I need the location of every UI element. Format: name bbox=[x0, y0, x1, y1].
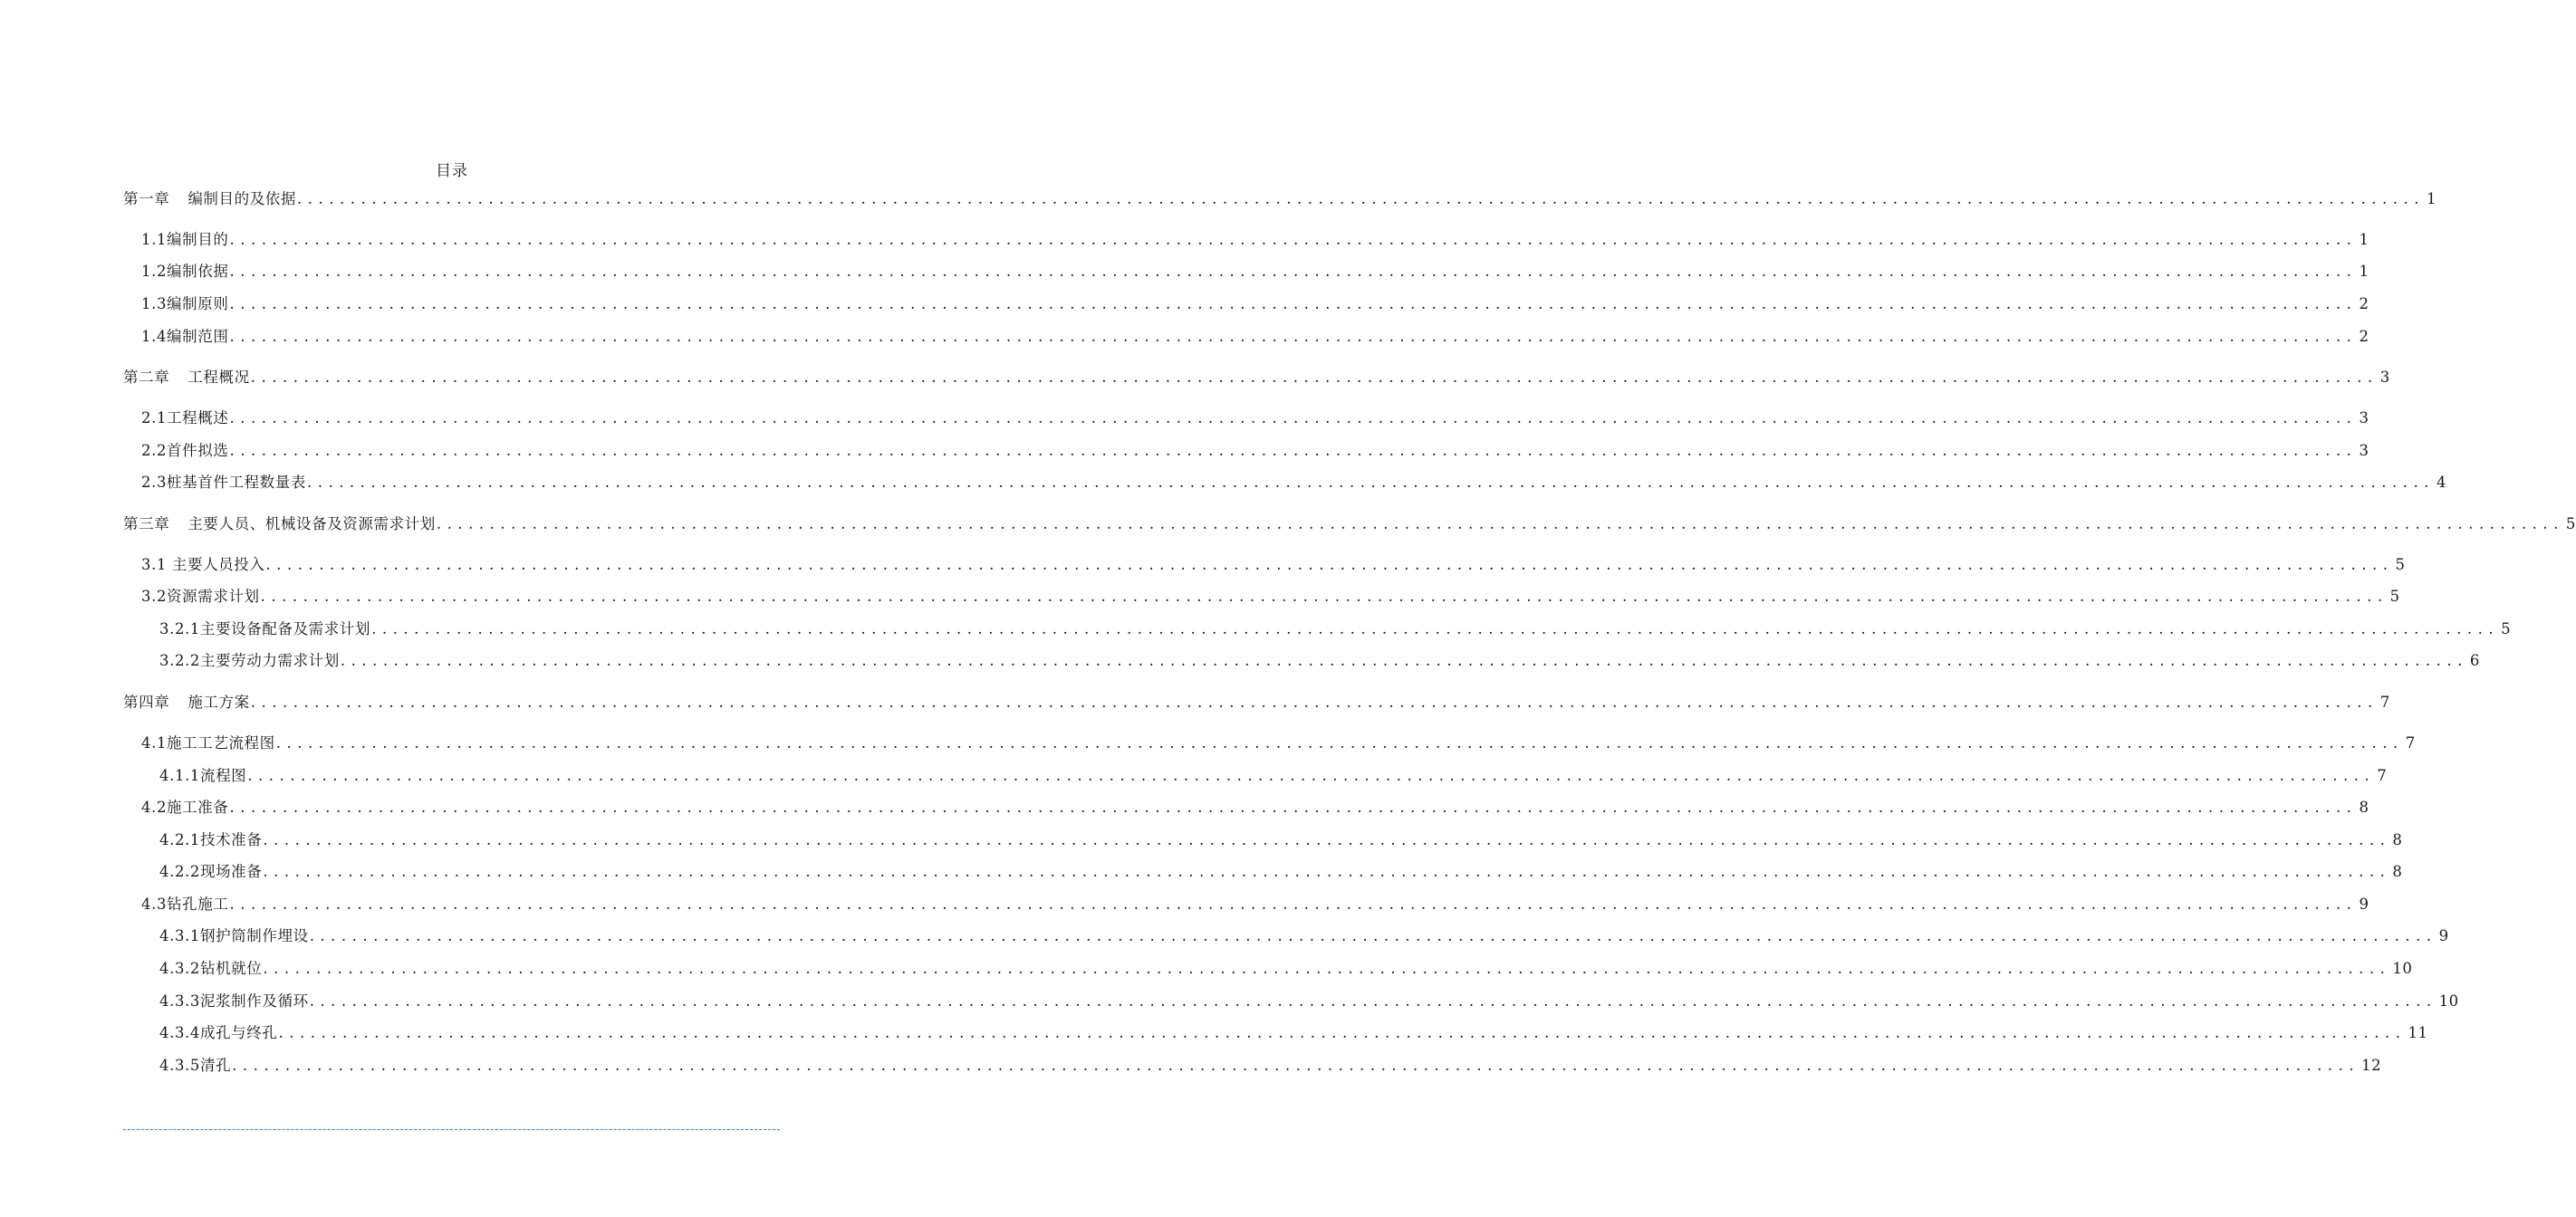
toc-dot-leader: ........................................................................................................................................................................................................ bbox=[340, 652, 2468, 669]
toc-entry-label bbox=[159, 618, 370, 640]
toc-page-number: 1 bbox=[2359, 263, 2369, 280]
toc-page-number: 6 bbox=[2469, 652, 2480, 669]
toc-page-number: 2 bbox=[2359, 328, 2369, 345]
toc-section-entry[interactable] bbox=[141, 797, 2369, 819]
toc-entry-number: 4.2.2现场准备 bbox=[159, 863, 263, 880]
toc-page-number: 1 bbox=[2427, 190, 2437, 207]
toc-page-number: 8 bbox=[2359, 799, 2369, 816]
toc-entry-title: 编制目的及依据 bbox=[187, 190, 297, 207]
toc-entry-number: 2.3桩基首件工程数量表 bbox=[141, 474, 306, 491]
toc-dot-leader: ........................................................................................................................................................................................................ bbox=[232, 1057, 2360, 1074]
toc-section-entry[interactable] bbox=[159, 991, 2459, 1012]
toc-dot-leader: ........................................................................................................................................................................................................ bbox=[309, 992, 2437, 1010]
toc-dot-leader: ........................................................................................................................................................................................................ bbox=[250, 694, 2379, 711]
toc-entry-label bbox=[141, 586, 260, 608]
toc-section-entry[interactable] bbox=[141, 554, 2406, 576]
toc-chapter-entry[interactable] bbox=[123, 188, 2437, 210]
toc-section-entry[interactable] bbox=[141, 586, 2400, 608]
toc-dot-leader: ........................................................................................................................................................................................................ bbox=[260, 588, 2389, 605]
toc-entry-number: 第四章 bbox=[123, 694, 170, 711]
toc-section-entry[interactable] bbox=[141, 894, 2369, 915]
toc-entry-number: 4.3.4成孔与终孔 bbox=[159, 1024, 278, 1041]
toc-entry-label bbox=[123, 188, 296, 210]
toc-entry-label bbox=[159, 925, 309, 947]
toc-page-number: 2 bbox=[2359, 295, 2369, 312]
toc-entry-label bbox=[159, 958, 262, 980]
toc-entry-number: 2.1工程概述 bbox=[141, 409, 229, 426]
toc-entry-label bbox=[159, 991, 309, 1012]
toc-dot-leader: ........................................................................................................................................................................................................ bbox=[229, 328, 2358, 345]
page-title: 目录 bbox=[436, 162, 468, 180]
toc-entry-label bbox=[141, 261, 228, 283]
toc-dot-leader: ........................................................................................................................................................................................................ bbox=[229, 409, 2358, 426]
toc-entry-number: 1.1编制目的 bbox=[141, 231, 229, 248]
toc-entry-number: 第二章 bbox=[123, 369, 170, 386]
toc-dot-leader: ........................................................................................................................................................................................................ bbox=[436, 515, 2564, 532]
toc-dot-leader: ........................................................................................................................................................................................................ bbox=[278, 1024, 2407, 1041]
toc-entry-label bbox=[141, 229, 228, 251]
toc-dot-leader: ........................................................................................................................................................................................................ bbox=[229, 295, 2358, 312]
toc-section-entry[interactable] bbox=[141, 326, 2369, 348]
toc-entry-title: 施工方案 bbox=[187, 694, 250, 711]
toc-entry-number: 第一章 bbox=[123, 190, 170, 207]
toc-page-number: 5 bbox=[2395, 556, 2406, 573]
toc-entry-label bbox=[123, 367, 250, 388]
toc-entry-number: 4.2施工准备 bbox=[141, 799, 229, 816]
toc-entry-label bbox=[141, 733, 275, 754]
toc-page-number: 10 bbox=[2438, 992, 2459, 1010]
toc-section-entry[interactable] bbox=[159, 925, 2449, 947]
toc-page-number: 5 bbox=[2501, 620, 2512, 637]
toc-section-entry[interactable] bbox=[159, 650, 2480, 672]
toc-entry-label bbox=[159, 829, 262, 851]
toc-page-number: 9 bbox=[2359, 896, 2369, 913]
toc-section-entry[interactable] bbox=[141, 261, 2369, 283]
toc-entry-label bbox=[141, 440, 228, 462]
toc-page-number: 12 bbox=[2361, 1057, 2382, 1074]
toc-entry-number: 第三章 bbox=[123, 515, 170, 532]
toc-page-number: 7 bbox=[2405, 734, 2416, 752]
toc-page-number: 5 bbox=[2565, 515, 2576, 532]
toc-chapter-entry[interactable] bbox=[123, 367, 2390, 388]
toc-dot-leader: ........................................................................................................................................................................................................ bbox=[265, 556, 2394, 573]
toc-entry-number: 4.1.1流程图 bbox=[159, 767, 247, 784]
toc-entry-number: 3.2.1主要设备配备及需求计划 bbox=[159, 620, 371, 637]
toc-dot-leader: ........................................................................................................................................................................................................ bbox=[297, 190, 2425, 207]
toc-section-entry[interactable] bbox=[159, 1055, 2382, 1077]
toc-entry-number: 3.1 主要人员投入 bbox=[141, 556, 265, 573]
toc-dot-leader: ........................................................................................................................................................................................................ bbox=[229, 263, 2358, 280]
toc-page-number: 11 bbox=[2408, 1024, 2428, 1041]
toc-entry-title: 工程概况 bbox=[187, 369, 250, 386]
toc-page-number: 3 bbox=[2379, 369, 2390, 386]
toc-section-entry[interactable] bbox=[141, 440, 2369, 462]
toc-entry-number: 4.1施工工艺流程图 bbox=[141, 734, 275, 752]
toc-entry-number: 4.2.1技术准备 bbox=[159, 831, 263, 848]
toc-dot-leader: ........................................................................................................................................................................................................ bbox=[309, 927, 2437, 944]
toc-entry-label bbox=[141, 293, 228, 315]
toc-entry-number: 4.3.5清孔 bbox=[159, 1057, 232, 1074]
toc-section-entry[interactable] bbox=[159, 618, 2512, 640]
footer-dashed-rule bbox=[123, 1129, 780, 1130]
toc-section-entry[interactable] bbox=[159, 829, 2403, 851]
toc-entry-number: 4.3.3泥浆制作及循环 bbox=[159, 992, 309, 1010]
toc-entry-label bbox=[123, 692, 250, 714]
toc-section-entry[interactable] bbox=[159, 1022, 2428, 1044]
toc-chapter-entry[interactable] bbox=[123, 692, 2390, 714]
toc-section-entry[interactable] bbox=[159, 958, 2413, 980]
toc-dot-leader: ........................................................................................................................................................................................................ bbox=[263, 960, 2391, 977]
toc-section-entry[interactable] bbox=[141, 733, 2416, 754]
toc-dot-leader: ........................................................................................................................................................................................................ bbox=[371, 620, 2500, 637]
toc-page-number: 7 bbox=[2379, 694, 2390, 711]
toc-entry-label bbox=[159, 1022, 277, 1044]
toc-entry-number: 1.4编制范围 bbox=[141, 328, 229, 345]
toc-entry-number: 4.3.1钢护筒制作埋设 bbox=[159, 927, 309, 944]
toc-entry-label bbox=[159, 650, 340, 672]
toc-dot-leader: ........................................................................................................................................................................................................ bbox=[306, 474, 2435, 491]
toc-dot-leader: ........................................................................................................................................................................................................ bbox=[229, 896, 2358, 913]
toc-section-entry[interactable] bbox=[141, 229, 2369, 251]
toc-entry-label bbox=[141, 554, 265, 576]
toc-entry-number: 3.2.2主要劳动力需求计划 bbox=[159, 652, 340, 669]
toc-page-number: 1 bbox=[2359, 231, 2369, 248]
toc-section-entry[interactable] bbox=[159, 861, 2403, 883]
toc-entry-title: 主要人员、机械设备及资源需求计划 bbox=[187, 515, 436, 532]
toc-entry-label bbox=[141, 472, 306, 494]
toc-dot-leader: ........................................................................................................................................................................................................ bbox=[229, 442, 2358, 459]
toc-entry-label bbox=[159, 765, 246, 787]
toc-dot-leader: ........................................................................................................................................................................................................ bbox=[247, 767, 2376, 784]
toc-entry-label bbox=[141, 894, 228, 915]
toc-section-entry[interactable] bbox=[159, 765, 2388, 787]
toc-entry-label bbox=[141, 407, 228, 429]
toc-page-number: 7 bbox=[2377, 767, 2388, 784]
toc-entry-number: 2.2首件拟选 bbox=[141, 442, 229, 459]
toc-entry-label bbox=[141, 797, 228, 819]
toc-chapter-entry[interactable] bbox=[123, 513, 2576, 535]
toc-page-number: 9 bbox=[2438, 927, 2449, 944]
toc-dot-leader: ........................................................................................................................................................................................................ bbox=[250, 369, 2379, 386]
toc-section-entry[interactable] bbox=[141, 293, 2369, 315]
toc-entry-label bbox=[141, 326, 228, 348]
toc-entry-label bbox=[159, 1055, 231, 1077]
toc-page-number: 10 bbox=[2392, 960, 2413, 977]
toc-page-number: 8 bbox=[2392, 863, 2403, 880]
toc-entry-label bbox=[123, 513, 436, 535]
toc-entry-number: 4.3钻孔施工 bbox=[141, 896, 229, 913]
toc-section-entry[interactable] bbox=[141, 472, 2446, 494]
toc-page-number: 3 bbox=[2359, 409, 2369, 426]
toc-dot-leader: ........................................................................................................................................................................................................ bbox=[263, 831, 2391, 848]
toc-page-number: 3 bbox=[2359, 442, 2369, 459]
toc-page-number: 4 bbox=[2436, 474, 2446, 491]
toc-dot-leader: ........................................................................................................................................................................................................ bbox=[263, 863, 2391, 880]
toc-dot-leader: ........................................................................................................................................................................................................ bbox=[275, 734, 2404, 752]
toc-entry-number: 4.3.2钻机就位 bbox=[159, 960, 263, 977]
toc-entry-number: 1.3编制原则 bbox=[141, 295, 229, 312]
toc-entry-number: 1.2编制依据 bbox=[141, 263, 229, 280]
toc-dot-leader: ........................................................................................................................................................................................................ bbox=[229, 799, 2358, 816]
toc-page-number: 8 bbox=[2392, 831, 2403, 848]
toc-entry-label bbox=[159, 861, 262, 883]
toc-page-number: 5 bbox=[2389, 588, 2400, 605]
toc-entry-number: 3.2资源需求计划 bbox=[141, 588, 260, 605]
toc-section-entry[interactable] bbox=[141, 407, 2369, 429]
toc-dot-leader: ........................................................................................................................................................................................................ bbox=[229, 231, 2358, 248]
